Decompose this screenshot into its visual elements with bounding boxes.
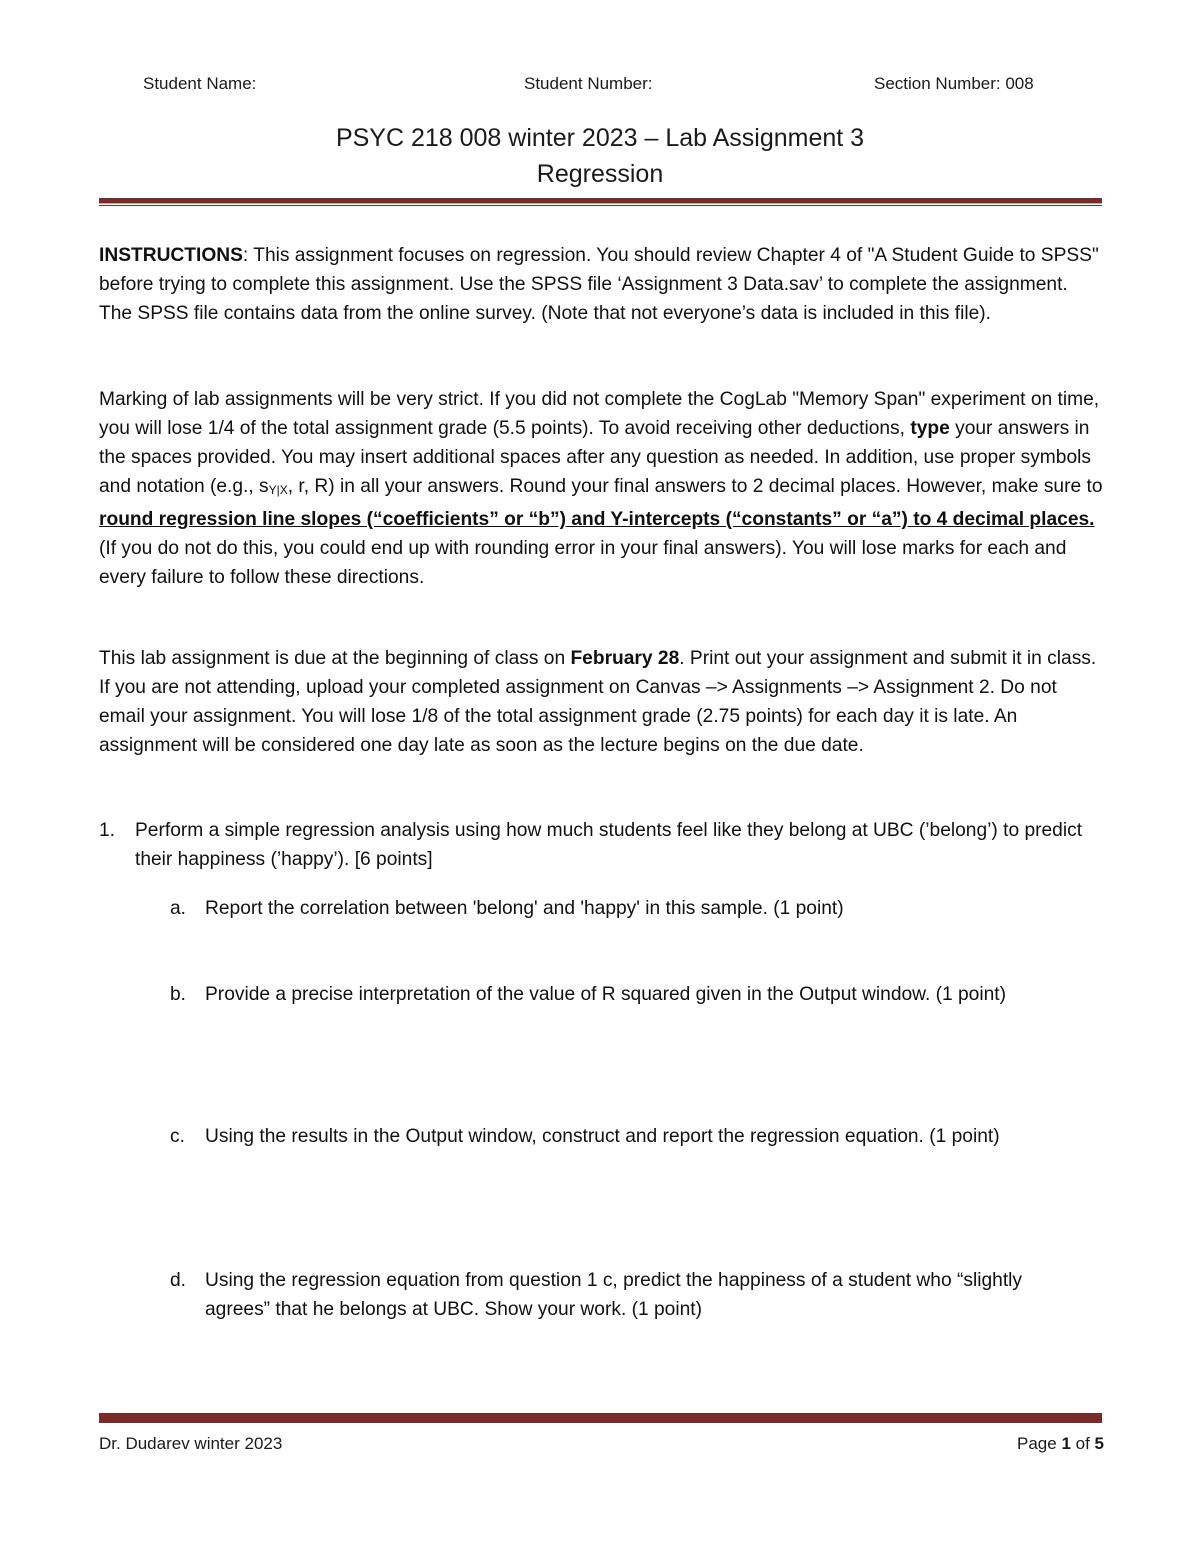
question-1c-letter: c. xyxy=(170,1126,185,1147)
page-of-label: of xyxy=(1070,1434,1095,1453)
marking-underlined-rule: round regression line slopes (“coefficients” or “b”) and Y-intercepts (“constants” or “a”) to 4 decimal places. xyxy=(99,509,1095,530)
instructions-text: : This assignment focuses on regression. You should review Chapter 4 of "A Student Guide to SPSS" before trying to complete this assignment. Use the SPSS file ‘Assignment 3 Data.sav’ to complete the assignment. The SPSS file contains data from the online survey. (Note that not everyone’s data is included in this file). xyxy=(99,245,1099,324)
page-number xyxy=(1017,1434,1104,1454)
marking-text-4: (If you do not do this, you could end up with rounding error in your final answers). You will lose marks for each and every failure to follow these directions. xyxy=(99,538,1067,588)
due-date-bold: February 28 xyxy=(570,648,680,669)
question-1-text: Perform a simple regression analysis using how much students feel like they belong at UBC (’belong’) to predict their happiness (’happy’). [6 points] xyxy=(135,820,1083,870)
footer-author: Dr. Dudarev winter 2023 xyxy=(99,1434,283,1453)
section-number-label: Section Number: 008 xyxy=(874,74,1034,93)
question-1b-letter: b. xyxy=(170,984,187,1005)
instructions-paragraph xyxy=(99,241,1103,328)
document-subtitle: Regression xyxy=(536,160,664,188)
question-1 xyxy=(99,816,1103,874)
marking-text-2: your answers in the spaces provided. You may insert additional spaces after any question as needed. In addition, use proper symbols and notation (e.g., s xyxy=(99,418,1091,497)
page-label: Page xyxy=(1017,1434,1062,1453)
footer-divider xyxy=(99,1413,1102,1423)
due-date-paragraph xyxy=(99,644,1103,760)
marking-text-1: Marking of lab assignments will be very strict. If you did not complete the CogLab "Memory Span" experiment on time, you will lose 1/4 of the total assignment grade (5.5 points). To avoid receiving other deductions, xyxy=(99,389,1100,439)
question-1a-letter: a. xyxy=(170,898,187,919)
page-total: 5 xyxy=(1094,1434,1104,1453)
document-title: PSYC 218 008 winter 2023 – Lab Assignment 3 xyxy=(335,124,865,152)
question-1b-text: Provide a precise interpretation of the value of R squared given in the Output window. (1 point) xyxy=(205,984,1007,1005)
question-1c-text: Using the results in the Output window, construct and report the regression equation. (1 point) xyxy=(205,1126,1000,1147)
question-1b xyxy=(170,980,1070,1009)
due-text-1: This lab assignment is due at the beginning of class on xyxy=(99,648,571,669)
question-1d-letter: d. xyxy=(170,1270,187,1291)
page-current: 1 xyxy=(1061,1434,1071,1453)
marking-bold-type: type xyxy=(910,418,950,439)
student-name-label: Student Name: xyxy=(143,74,257,93)
question-1-number: 1. xyxy=(99,820,116,841)
due-text-2: . Print out your assignment and submit it in class. If you are not attending, upload your completed assignment on Canvas –> Assignments –> Assignment 2. Do not email your assignment. You will lose 1/8 of the total assignment grade (2.75 points) for each day it is late. An assignment will be considered one day late as soon as the lecture begins on the due date. xyxy=(99,648,1097,756)
question-1a xyxy=(170,894,1070,923)
student-number-label: Student Number: xyxy=(524,74,653,93)
question-1d xyxy=(170,1266,1070,1324)
notation-subscript: Y|X xyxy=(268,483,288,497)
instructions-label: INSTRUCTIONS xyxy=(99,245,243,266)
header-divider xyxy=(99,198,1102,204)
question-1d-text: Using the regression equation from question 1 c, predict the happiness of a student who “slightly agrees” that he belongs at UBC. Show your work. (1 point) xyxy=(205,1270,1023,1320)
question-1a-text: Report the correlation between 'belong' and 'happy' in this sample. (1 point) xyxy=(205,898,844,919)
marking-text-3: , r, R) in all your answers. Round your final answers to 2 decimal places. However, make sure to xyxy=(287,476,1103,497)
question-1c xyxy=(170,1122,1070,1151)
marking-paragraph xyxy=(99,385,1103,592)
